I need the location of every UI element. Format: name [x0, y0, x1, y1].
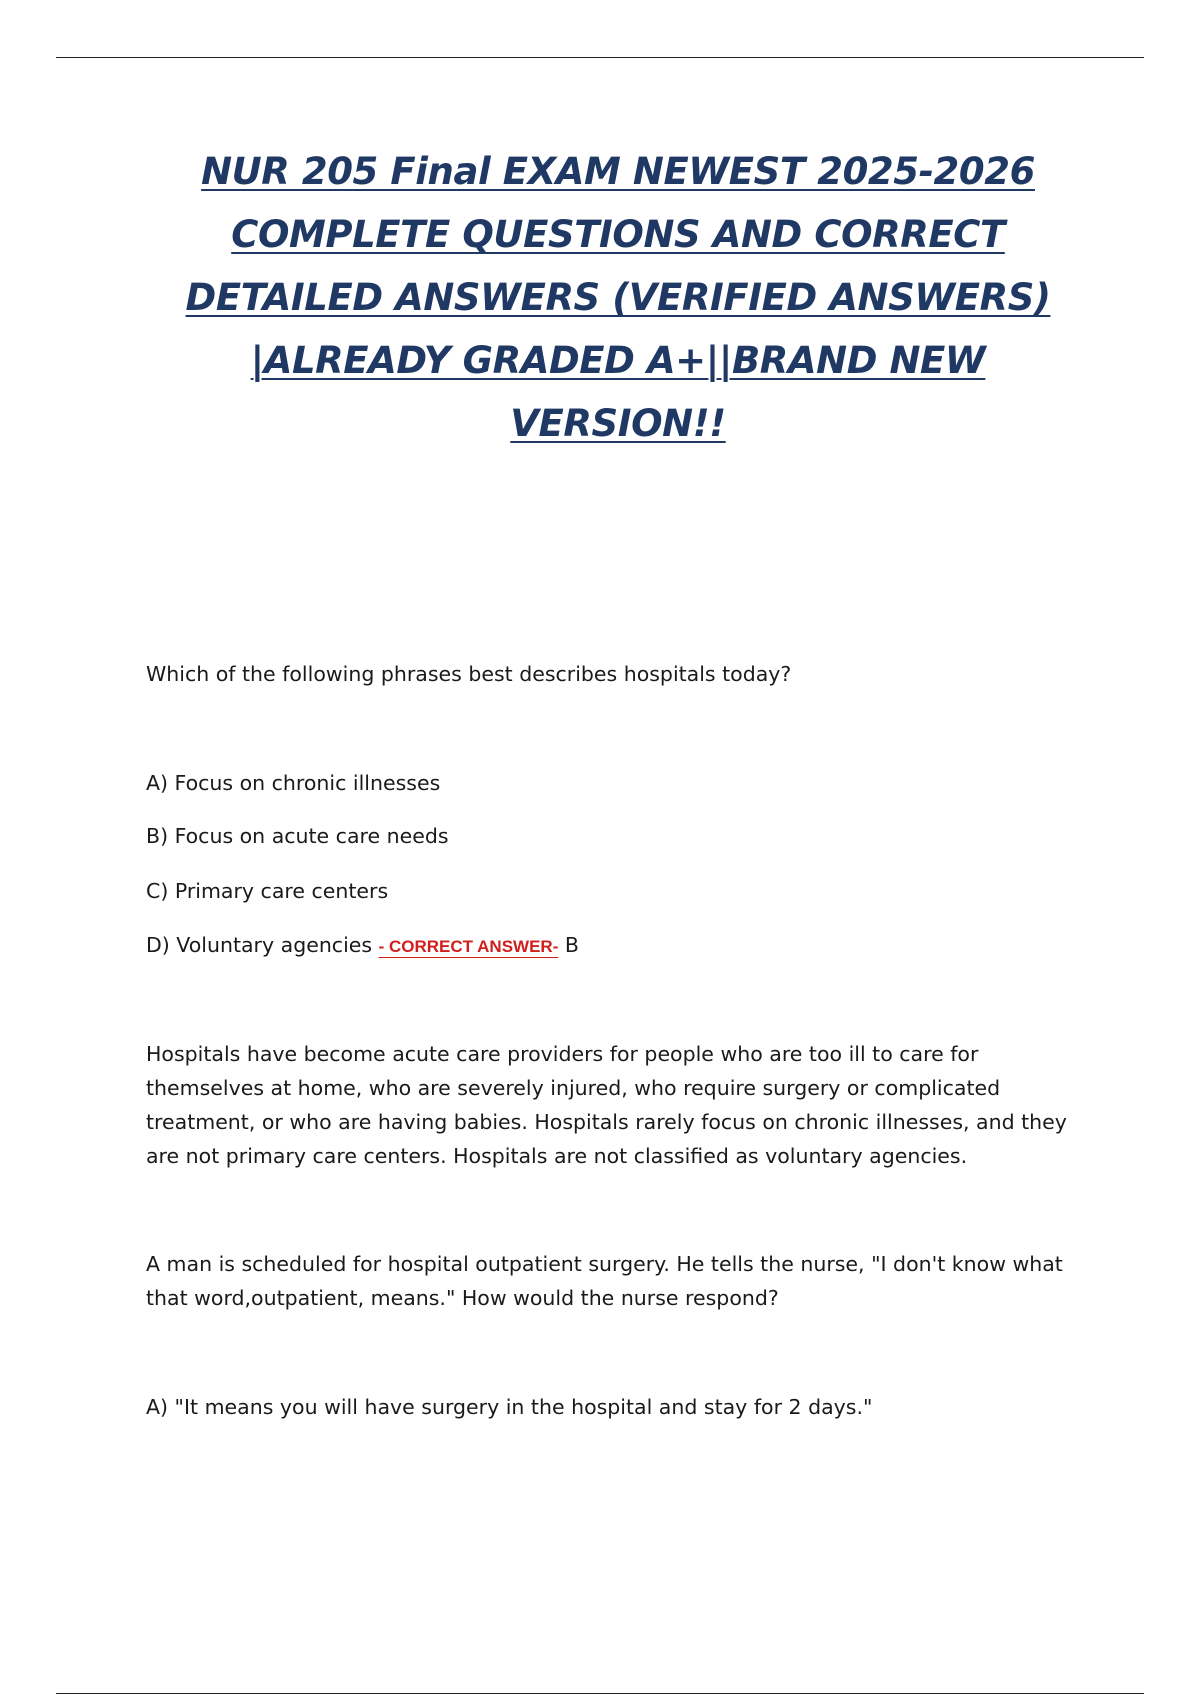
question-2-text: A man is scheduled for hospital outpatient surgery. He tells the nurse, "I don't know what that word,outpatient, means." How would the nurse respond?	[146, 1252, 1063, 1310]
correct-answer-value: B	[564, 933, 579, 957]
question-1-option-a: A) Focus on chronic illnesses	[146, 771, 441, 795]
question-1-option-d-row	[146, 928, 1096, 964]
question-1-text: Which of the following phrases best describes hospitals today?	[146, 662, 792, 686]
question-2-option-a: A) "It means you will have surgery in the hospital and stay for 2 days."	[146, 1395, 873, 1419]
question-1-option-c: C) Primary care centers	[146, 879, 389, 903]
question-1-rationale: Hospitals have become acute care providers for people who are too ill to care for themselves at home, who are severely injured, who require surgery or complicated treatment, or who are having babies. Hospitals rarely focus on chronic illnesses, and they are not primary care centers. Hospitals are not classified as voluntary agencies.	[146, 1042, 1067, 1168]
document-title: NUR 205 Final EXAM NEWEST 2025-2026 COMPLETE QUESTIONS AND CORRECT DETAILED ANSWERS (VERIFIED ANSWERS) |ALREADY GRADED A+||BRAND NEW VERSION!!	[185, 150, 1051, 445]
question-1-option-b: B) Focus on acute care needs	[146, 824, 449, 848]
page-top-rule	[56, 57, 1144, 58]
page-bottom-rule	[56, 1693, 1144, 1694]
question-1-option-d: D) Voluntary agencies	[146, 933, 373, 957]
correct-answer-tag: - CORRECT ANSWER-	[378, 937, 559, 956]
